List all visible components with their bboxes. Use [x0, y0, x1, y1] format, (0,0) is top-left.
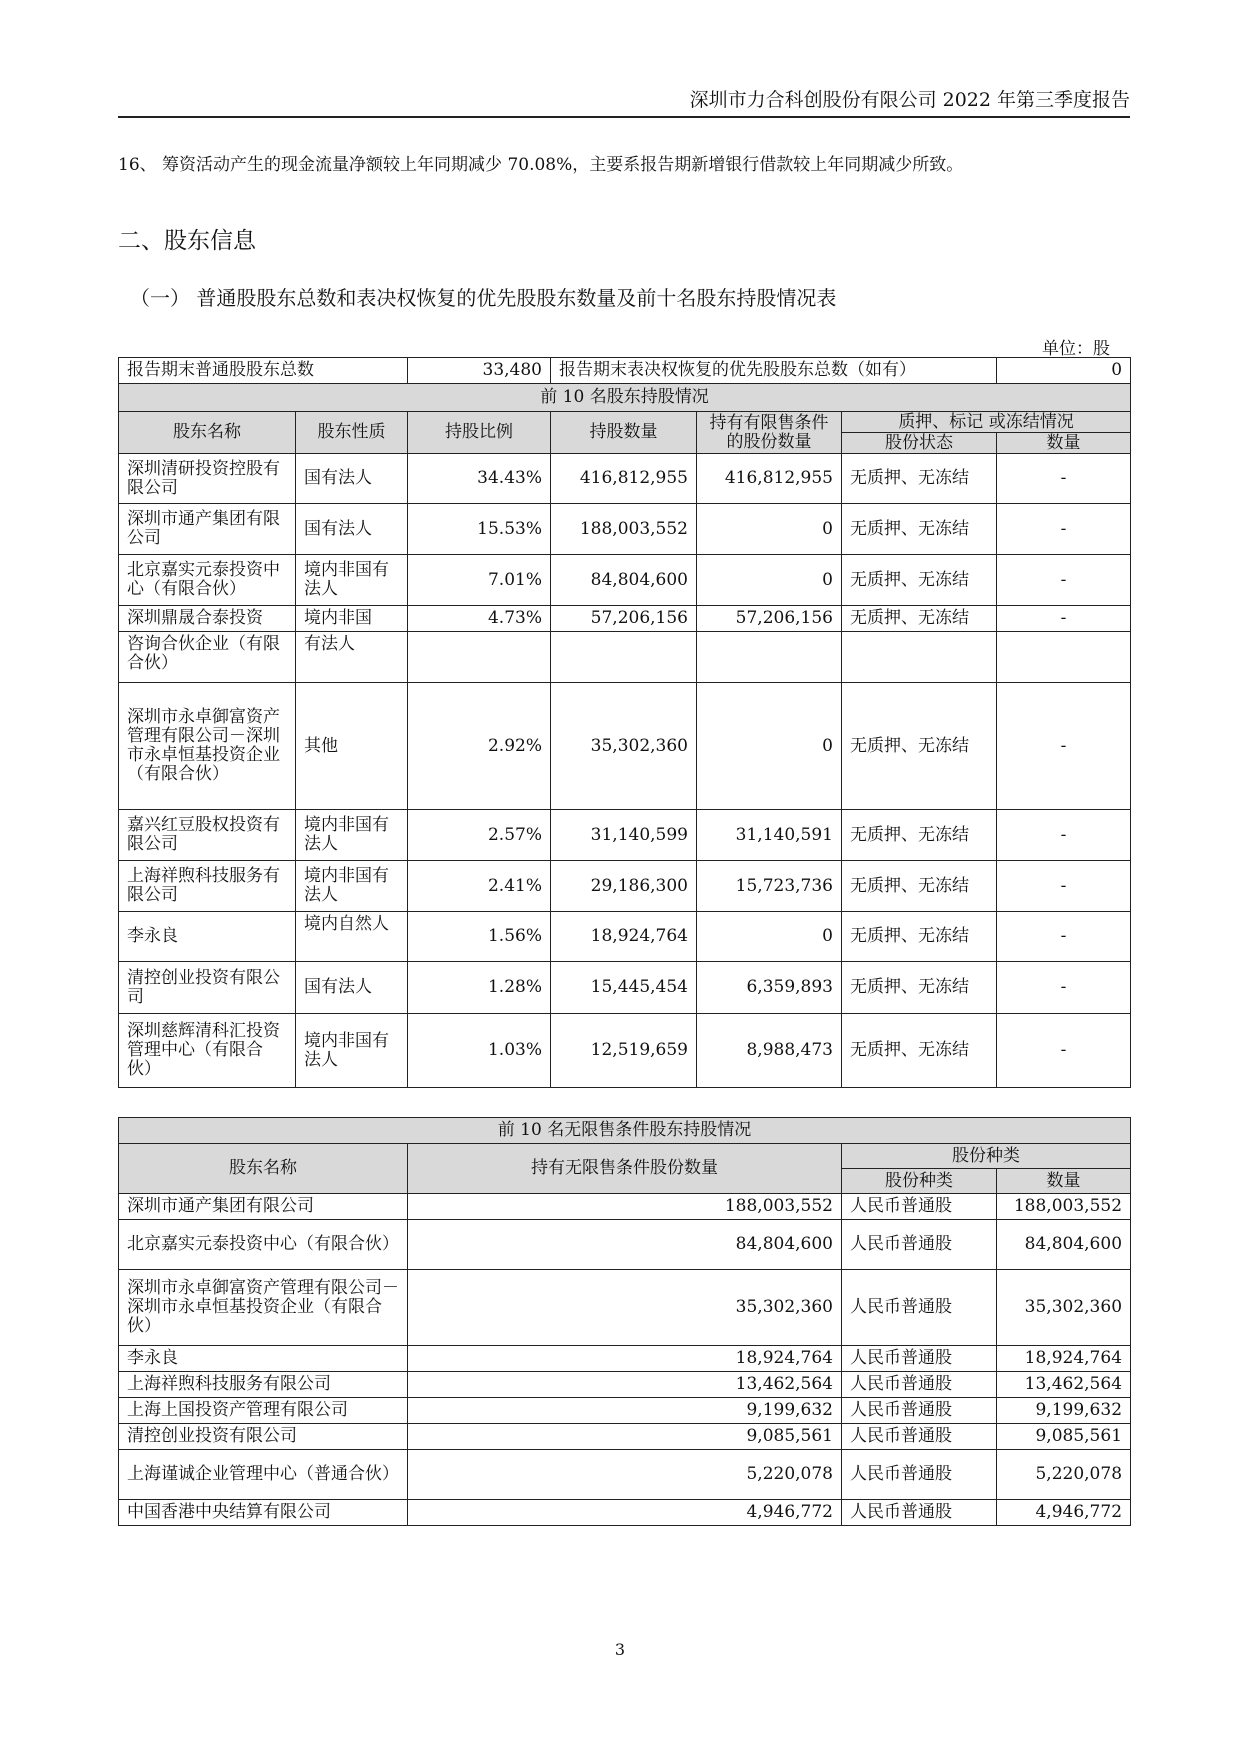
u-share-count: 4,946,772	[997, 1500, 1131, 1526]
table-row	[119, 1424, 1131, 1450]
u-share-type: 人民币普通股	[842, 1270, 997, 1346]
total-shareholders-value: 33,480	[408, 358, 551, 384]
shareholder-restricted	[697, 632, 842, 683]
shareholder-restricted: 416,812,955	[697, 454, 842, 504]
u-share-type: 人民币普通股	[842, 1398, 997, 1424]
u-shareholder-name: 北京嘉实元泰投资中心（有限合伙）	[119, 1220, 408, 1270]
header-status: 股份状态	[842, 433, 997, 454]
pledge-status: 无质押、无冻结	[842, 454, 997, 504]
shareholder-restricted: 57,206,156	[697, 606, 842, 632]
header-nature: 股东性质	[296, 412, 408, 454]
shareholder-name: 深圳市通产集团有限公司	[119, 504, 296, 555]
table-row	[119, 912, 1131, 962]
shareholder-restricted: 8,988,473	[697, 1014, 842, 1088]
shareholder-ratio: 1.03%	[408, 1014, 551, 1088]
pledge-status: 无质押、无冻结	[842, 683, 997, 810]
pledge-count: -	[997, 606, 1131, 632]
shareholder-qty	[551, 632, 697, 683]
u-shareholder-qty: 9,199,632	[408, 1398, 842, 1424]
shareholder-nature: 国有法人	[296, 962, 408, 1014]
pledge-count: -	[997, 683, 1131, 810]
shareholder-ratio: 2.41%	[408, 861, 551, 912]
page-number: 3	[614, 1640, 626, 1659]
pledge-status: 无质押、无冻结	[842, 810, 997, 861]
header-restricted: 持有有限售条件的股份数量	[697, 412, 842, 454]
pledge-status: 无质押、无冻结	[842, 962, 997, 1014]
u-shareholder-name: 上海谨诚企业管理中心（普通合伙）	[119, 1450, 408, 1500]
header-pledge: 质押、标记 或冻结情况	[842, 412, 1131, 433]
top10-shareholders-table	[118, 357, 1131, 1088]
table-row	[119, 1220, 1131, 1270]
unrestricted-shareholders-table	[118, 1117, 1131, 1526]
shareholder-name: 上海祥煦科技服务有限公司	[119, 861, 296, 912]
header-name: 股东名称	[119, 412, 296, 454]
shareholder-name: 咨询合伙企业（有限合伙）	[119, 632, 296, 683]
shareholder-name: 李永良	[119, 912, 296, 962]
table-row	[119, 1372, 1131, 1398]
u-header-qty: 持有无限售条件股份数量	[408, 1144, 842, 1194]
shareholder-qty: 84,804,600	[551, 555, 697, 606]
shareholder-qty: 15,445,454	[551, 962, 697, 1014]
preferred-shareholders-label: 报告期末表决权恢复的优先股股东总数（如有）	[551, 358, 997, 384]
shareholder-ratio: 7.01%	[408, 555, 551, 606]
shareholder-qty: 416,812,955	[551, 454, 697, 504]
pledge-count: -	[997, 810, 1131, 861]
shareholder-nature: 境内非国有法人	[296, 810, 408, 861]
shareholder-nature: 境内非国	[296, 606, 408, 632]
shareholder-restricted: 15,723,736	[697, 861, 842, 912]
table-row	[119, 632, 1131, 683]
table-row	[119, 861, 1131, 912]
shareholder-qty: 18,924,764	[551, 912, 697, 962]
u-share-count: 9,199,632	[997, 1398, 1131, 1424]
pledge-count: -	[997, 504, 1131, 555]
u-share-count: 9,085,561	[997, 1424, 1131, 1450]
shareholder-ratio: 2.57%	[408, 810, 551, 861]
pledge-count: -	[997, 962, 1131, 1014]
shareholder-name: 深圳慈辉清科汇投资管理中心（有限合伙）	[119, 1014, 296, 1088]
table-row	[119, 683, 1131, 810]
pledge-status: 无质押、无冻结	[842, 606, 997, 632]
u-share-count: 13,462,564	[997, 1372, 1131, 1398]
table-row	[119, 1270, 1131, 1346]
total-shareholders-label: 报告期末普通股股东总数	[119, 358, 408, 384]
u-shareholder-name: 中国香港中央结算有限公司	[119, 1500, 408, 1526]
shareholder-name: 深圳清研投资控股有限公司	[119, 454, 296, 504]
pledge-status: 无质押、无冻结	[842, 555, 997, 606]
u-share-count: 35,302,360	[997, 1270, 1131, 1346]
table-row	[119, 810, 1131, 861]
shareholder-nature: 境内非国有法人	[296, 1014, 408, 1088]
u-header-count: 数量	[997, 1169, 1131, 1194]
u-share-type: 人民币普通股	[842, 1424, 997, 1450]
shareholder-ratio	[408, 632, 551, 683]
u-shareholder-qty: 35,302,360	[408, 1270, 842, 1346]
u-shareholder-qty: 13,462,564	[408, 1372, 842, 1398]
header-ratio: 持股比例	[408, 412, 551, 454]
shareholder-ratio: 34.43%	[408, 454, 551, 504]
pledge-count: -	[997, 555, 1131, 606]
subsection-title: （一） 普通股股东总数和表决权恢复的优先股股东数量及前十名股东持股情况表	[130, 286, 837, 310]
table-row	[119, 504, 1131, 555]
u-shareholder-qty: 188,003,552	[408, 1194, 842, 1220]
shareholder-restricted: 0	[697, 683, 842, 810]
u-share-type: 人民币普通股	[842, 1500, 997, 1526]
u-share-count: 84,804,600	[997, 1220, 1131, 1270]
u-shareholder-name: 清控创业投资有限公司	[119, 1424, 408, 1450]
pledge-status: 无质押、无冻结	[842, 861, 997, 912]
shareholder-name: 深圳市永卓御富资产管理有限公司－深圳市永卓恒基投资企业（有限合伙）	[119, 683, 296, 810]
shareholder-ratio: 15.53%	[408, 504, 551, 555]
unit-label: 单位：股	[1042, 339, 1110, 359]
unrestricted-title: 前 10 名无限售条件股东持股情况	[119, 1118, 1131, 1144]
pledge-count: -	[997, 454, 1131, 504]
u-shareholder-name: 李永良	[119, 1346, 408, 1372]
u-shareholder-name: 上海祥煦科技服务有限公司	[119, 1372, 408, 1398]
pledge-count	[997, 632, 1131, 683]
shareholder-qty: 57,206,156	[551, 606, 697, 632]
u-shareholder-qty: 4,946,772	[408, 1500, 842, 1526]
header-qty: 持股数量	[551, 412, 697, 454]
table-row	[119, 555, 1131, 606]
shareholder-restricted: 6,359,893	[697, 962, 842, 1014]
pledge-count: -	[997, 912, 1131, 962]
shareholder-qty: 29,186,300	[551, 861, 697, 912]
pledge-status	[842, 632, 997, 683]
u-shareholder-qty: 5,220,078	[408, 1450, 842, 1500]
shareholder-name: 嘉兴红豆股权投资有限公司	[119, 810, 296, 861]
u-shareholder-qty: 18,924,764	[408, 1346, 842, 1372]
table-row	[119, 1450, 1131, 1500]
shareholder-nature: 境内非国有法人	[296, 861, 408, 912]
u-share-count: 5,220,078	[997, 1450, 1131, 1500]
u-share-type: 人民币普通股	[842, 1346, 997, 1372]
top10-title: 前 10 名股东持股情况	[119, 384, 1131, 412]
table-row	[119, 1194, 1131, 1220]
u-header-type-group: 股份种类	[842, 1144, 1131, 1169]
shareholder-restricted: 31,140,591	[697, 810, 842, 861]
shareholder-qty: 35,302,360	[551, 683, 697, 810]
table-row	[119, 1398, 1131, 1424]
shareholder-qty: 12,519,659	[551, 1014, 697, 1088]
section-title: 二、股东信息	[118, 228, 256, 254]
pledge-count: -	[997, 1014, 1131, 1088]
preferred-shareholders-value: 0	[997, 358, 1131, 384]
shareholder-qty: 31,140,599	[551, 810, 697, 861]
shareholder-restricted: 0	[697, 555, 842, 606]
u-share-type: 人民币普通股	[842, 1450, 997, 1500]
shareholder-nature: 国有法人	[296, 454, 408, 504]
u-share-type: 人民币普通股	[842, 1220, 997, 1270]
u-share-type: 人民币普通股	[842, 1194, 997, 1220]
u-share-count: 18,924,764	[997, 1346, 1131, 1372]
table-row	[119, 606, 1131, 632]
shareholder-nature: 境内自然人	[296, 912, 408, 962]
u-shareholder-qty: 9,085,561	[408, 1424, 842, 1450]
shareholder-nature: 有法人	[296, 632, 408, 683]
shareholder-qty: 188,003,552	[551, 504, 697, 555]
pledge-count: -	[997, 861, 1131, 912]
shareholder-ratio: 4.73%	[408, 606, 551, 632]
u-share-type: 人民币普通股	[842, 1372, 997, 1398]
pledge-status: 无质押、无冻结	[842, 1014, 997, 1088]
u-shareholder-name: 上海上国投资产管理有限公司	[119, 1398, 408, 1424]
pledge-status: 无质押、无冻结	[842, 504, 997, 555]
table-row	[119, 1346, 1131, 1372]
shareholder-nature: 境内非国有法人	[296, 555, 408, 606]
u-header-type: 股份种类	[842, 1169, 997, 1194]
table-row	[119, 1014, 1131, 1088]
paragraph-16: 16、 筹资活动产生的现金流量净额较上年同期减少 70.08%，主要系报告期新增银行借款较上年同期减少所致。	[118, 155, 964, 175]
u-header-name: 股东名称	[119, 1144, 408, 1194]
table-row	[119, 962, 1131, 1014]
header-count: 数量	[997, 433, 1131, 454]
shareholder-name: 深圳鼎晟合泰投资	[119, 606, 296, 632]
u-shareholder-name: 深圳市通产集团有限公司	[119, 1194, 408, 1220]
shareholder-nature: 国有法人	[296, 504, 408, 555]
u-shareholder-name: 深圳市永卓御富资产管理有限公司－深圳市永卓恒基投资企业（有限合伙）	[119, 1270, 408, 1346]
shareholder-restricted: 0	[697, 912, 842, 962]
table-row	[119, 454, 1131, 504]
shareholder-restricted: 0	[697, 504, 842, 555]
shareholder-nature: 其他	[296, 683, 408, 810]
table-row	[119, 1500, 1131, 1526]
u-share-count: 188,003,552	[997, 1194, 1131, 1220]
shareholder-name: 清控创业投资有限公司	[119, 962, 296, 1014]
u-shareholder-qty: 84,804,600	[408, 1220, 842, 1270]
pledge-status: 无质押、无冻结	[842, 912, 997, 962]
shareholder-ratio: 1.56%	[408, 912, 551, 962]
shareholder-ratio: 1.28%	[408, 962, 551, 1014]
shareholder-ratio: 2.92%	[408, 683, 551, 810]
shareholder-name: 北京嘉实元泰投资中心（有限合伙）	[119, 555, 296, 606]
page-header: 深圳市力合科创股份有限公司 2022 年第三季度报告	[118, 86, 1130, 118]
